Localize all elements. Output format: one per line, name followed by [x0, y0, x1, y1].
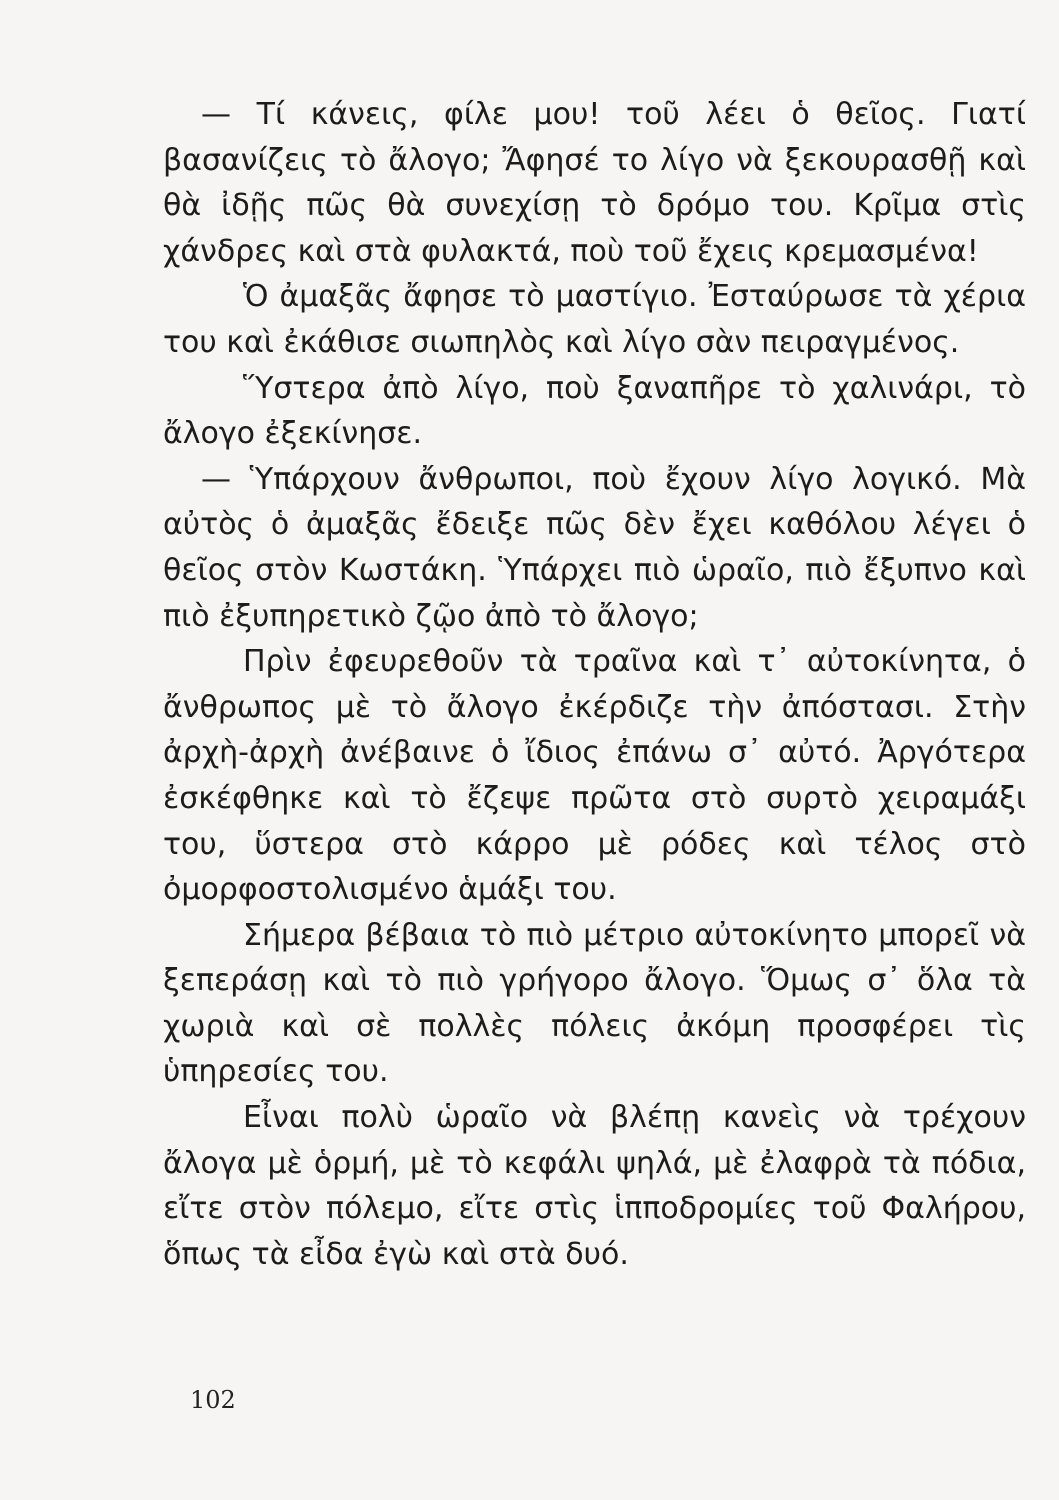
paragraph-4: — Ὑπάρχουν ἄνθρωποι, ποὺ ἔχουν λίγο λογικό. Μὰ αὐτὸς ὁ ἀμαξᾶς ἔδειξε πῶς δὲν ἔχει καθόλου λέγει ὁ θεῖος στὸν Κωστάκη. Ὑπάρχει πιὸ ὡραῖο, πιὸ ἔξυπνο καὶ πιὸ ἐξυπηρετικὸ ζῷο ἀπὸ τὸ ἄλογο; [163, 461, 1026, 634]
page-number: 102 [190, 1386, 236, 1414]
paragraph-1: — Τί κάνεις, φίλε μου! τοῦ λέει ὁ θεῖος. Γιατί βασανίζεις τὸ ἄλογο; Ἄφησέ το λίγο νὰ ξεκουρασθῇ καὶ θὰ ἰδῇς πῶς θὰ συνεχίσῃ τὸ δρόμο του. Κρῖμα στὶς χάνδρες καὶ στὰ φυλακτά, ποὺ τοῦ ἔχεις κρεμασμένα! [163, 97, 1026, 269]
paragraph-7: Εἶναι πολὺ ὡραῖο νὰ βλέπῃ κανεὶς νὰ τρέχουν ἄλογα μὲ ὁρμή, μὲ τὸ κεφάλι ψηλά, μὲ ἐλαφρὰ τὰ πόδια, εἴτε στὸν πόλεμο, εἴτε στὶς ἱπποδρομίες τοῦ Φαλήρου, ὅπως τὰ εἶδα ἐγὼ καὶ στὰ δυό. [163, 1100, 1026, 1272]
paragraph-5: Πρὶν ἐφευρεθοῦν τὰ τραῖνα καὶ τ᾿ αὐτοκίνητα, ὁ ἄνθρωπος μὲ τὸ ἄλογο ἐκέρδιζε τὴν ἀπόστασι. Στὴν ἀρχὴ-ἀρχὴ ἀνέβαινε ὁ ἴδιος ἐπάνω σ᾿ αὐτό. Ἀργότερα ἐσκέφθηκε καὶ τὸ ἔζεψε πρῶτα στὸ συρτὸ χειραμάξι του, ὕστερα στὸ κάρρο μὲ ρόδες καὶ τέλος στὸ ὀμορφοστολισμένο ἁμάξι του. [163, 644, 1026, 908]
paragraph-3: Ὕστερα ἀπὸ λίγο, ποὺ ξαναπῆρε τὸ χαλινάρι, τὸ ἄλογο ἐξεκίνησε. [163, 370, 1026, 452]
paragraph-6: Σήμερα βέβαια τὸ πιὸ μέτριο αὐτοκίνητο μπορεῖ νὰ ξεπεράσῃ καὶ τὸ πιὸ γρήγορο ἄλογο. Ὅμως σ᾿ ὅλα τὰ χωριὰ καὶ σὲ πολλὲς πόλεις ἀκόμη προσφέρει τὶς ὑπηρεσίες του. [163, 917, 1026, 1090]
body-text [163, 92, 1026, 1277]
paragraph-2: Ὁ ἀμαξᾶς ἄφησε τὸ μαστίγιο. Ἐσταύρωσε τὰ χέρια του καὶ ἐκάθισε σιωπηλὸς καὶ λίγο σὰν πειραγμένος. [163, 279, 1026, 360]
